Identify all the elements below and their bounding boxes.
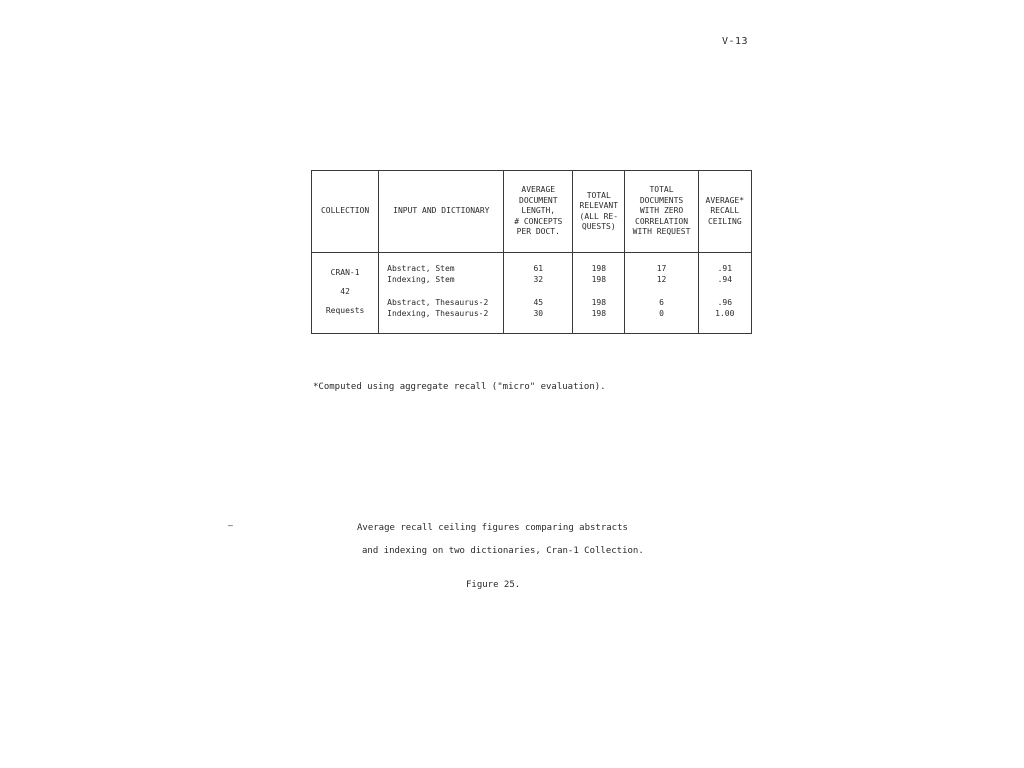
recall-ceiling-value: .91 <box>717 264 733 273</box>
table-footnote: *Computed using aggregate recall ("micro" evaluation). <box>313 382 606 392</box>
collection-name: CRAN-1 <box>330 268 360 277</box>
zero-correlation-value: 0 <box>659 309 664 318</box>
table-row <box>312 253 752 334</box>
total-relevant-value: 198 <box>591 309 607 318</box>
input-value: Indexing, Stem <box>387 275 455 284</box>
margin-mark: – <box>228 521 233 530</box>
header-zero-correlation: TOTAL DOCUMENTS WITH ZERO CORRELATION WITH REQUEST <box>625 171 698 253</box>
input-cell <box>379 253 504 334</box>
average-length-value: 30 <box>533 309 544 318</box>
figure-caption-line-1: Average recall ceiling figures comparing abstracts <box>357 523 628 533</box>
zero-correlation-value: 12 <box>656 275 667 284</box>
input-value: Indexing, Thesaurus-2 <box>387 309 489 318</box>
zero-correlation-cell <box>625 253 698 334</box>
table-header-row <box>312 171 752 253</box>
total-relevant-value: 198 <box>591 264 607 273</box>
header-average-recall-ceiling: AVERAGE* RECALL CEILING <box>698 171 751 253</box>
average-length-value: 45 <box>533 298 544 307</box>
zero-correlation-value: 17 <box>656 264 667 273</box>
collection-cell <box>312 253 379 334</box>
zero-correlation-value: 6 <box>659 298 664 307</box>
input-value: Abstract, Stem <box>387 264 455 273</box>
recall-ceiling-value: .94 <box>717 275 733 284</box>
average-length-cell <box>504 253 573 334</box>
total-relevant-value: 198 <box>591 298 607 307</box>
input-value: Abstract, Thesaurus-2 <box>387 298 489 307</box>
average-length-value: 32 <box>533 275 544 284</box>
page-number: V-13 <box>722 36 749 47</box>
collection-requests-label: Requests <box>325 306 365 315</box>
total-relevant-value: 198 <box>591 275 607 284</box>
collection-request-count: 42 <box>340 287 350 296</box>
recall-ceiling-cell <box>698 253 751 334</box>
average-length-value: 61 <box>533 264 544 273</box>
header-collection: COLLECTION <box>312 171 379 253</box>
header-average-document-length: AVERAGE DOCUMENT LENGTH, # CONCEPTS PER DOCT. <box>504 171 573 253</box>
header-input-and-dictionary: INPUT AND DICTIONARY <box>379 171 504 253</box>
recall-ceiling-value: .96 <box>717 298 733 307</box>
recall-ceiling-value: 1.00 <box>715 309 735 318</box>
recall-ceiling-table <box>311 170 752 334</box>
total-relevant-cell <box>573 253 625 334</box>
figure-caption-line-2: and indexing on two dictionaries, Cran-1 Collection. <box>362 546 644 556</box>
figure-label: Figure 25. <box>466 580 521 590</box>
header-total-relevant: TOTAL RELEVANT (ALL RE- QUESTS) <box>573 171 625 253</box>
